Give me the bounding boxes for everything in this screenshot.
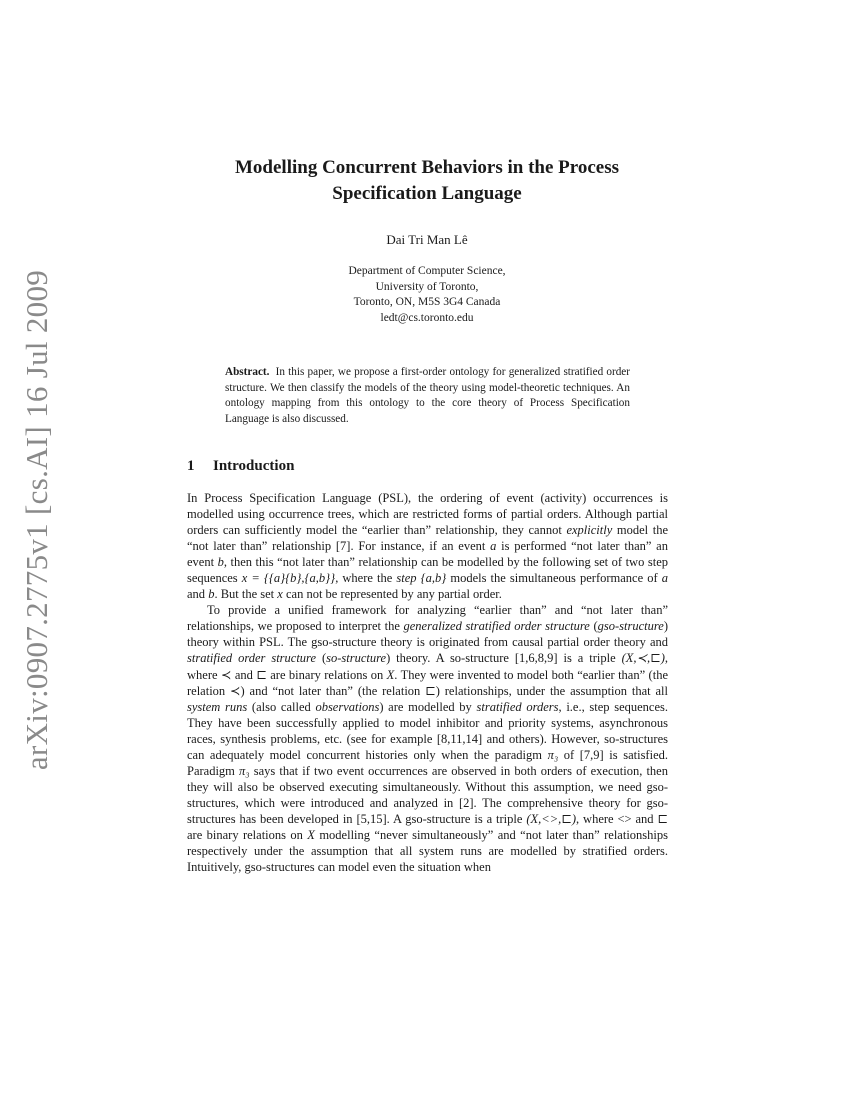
arxiv-side-stamp bbox=[0, 0, 70, 1100]
paper-title bbox=[180, 155, 674, 207]
body-text bbox=[187, 490, 668, 875]
author-name: Dai Tri Man Lê bbox=[386, 232, 468, 247]
paragraph-1: In Process Specification Language (PSL), the ordering of event (activity) occurrences is modelled using occurrence trees, which are restricted forms of partial orders. Although partial orders can sufficiently model the “earlier than” relationship, they cannot explicitly model the “not later than” relationship [7]. For instance, if an event a is performed “not later than” an event b, then this “not later than” relationship can be modelled by the following set of two step sequences x = {{a}{b},{a,b}}, where the step {a,b} models the simultaneous performance of a and b. But the set x can not be represented by any partial order. bbox=[187, 491, 668, 602]
affiliation-address: Toronto, ON, M5S 3G4 Canada bbox=[353, 296, 501, 308]
affiliation-email: ledt@cs.toronto.edu bbox=[380, 311, 474, 324]
abstract-label: Abstract. bbox=[225, 366, 270, 378]
paragraph-2: To provide a unified framework for analyzing “earlier than” and “not later than” relationships, we proposed to interpret the generalized stratified order structure (gso-structure) theory within PSL. The gso-structure theory is originated from causal partial order theory and stratified order structure (so-structure) theory. A so-structure [1,6,8,9] is a triple (X,≺,⊏), where ≺ and ⊏ are binary relations on X. They were invented to model both “earlier than” (the relation ≺) and “not later than” (the relation ⊏) relationships, under the assumption that all system runs (also called observations) are modelled by stratified orders, i.e., step sequences. They have been successfully applied to model inhibitor and priority systems, asynchronous races, synthesis problems, etc. (see for example [8,11,14] and others). However, so-structures can adequately model concurrent histories only when the paradigm π₃ of [7,9] is satisfied. Paradigm π₃ says that if two event occurrences are observed in both orders of execution, then they will also be observed executing simultaneously. Without this assumption, we need gso-structures, which were introduced and analyzed in [2]. The comprehensive theory for gso-structures has been developed in [5,15]. A gso-structure is a triple (X,<>,⊏), where <> and ⊏ are binary relations on X modelling “never simultaneously” and “not later than” relationships respectively under the assumption that all system runs are modelled by stratified orders. Intuitively, gso-structures can model even the situation when bbox=[187, 603, 669, 875]
section-number: 1 bbox=[187, 458, 195, 474]
section-heading bbox=[187, 456, 294, 476]
affiliation-block bbox=[180, 264, 674, 326]
section-title: Introduction bbox=[213, 458, 295, 474]
title-line-2: Specification Language bbox=[332, 183, 522, 204]
affiliation-department: Department of Computer Science, bbox=[348, 265, 506, 277]
affiliation-university: University of Toronto, bbox=[375, 280, 479, 293]
arxiv-identifier: arXiv:0907.2775v1 [cs.AI] 16 Jul 2009 bbox=[19, 269, 54, 771]
title-line-1: Modelling Concurrent Behaviors in the Process bbox=[234, 157, 620, 178]
abstract bbox=[225, 365, 630, 427]
abstract-text: In this paper, we propose a first-order ontology for generalized stratified order structure. We then classify the models of the theory using model-theoretic techniques. An ontology mapping from this ontology to the core theory of Process Specification Language is also discussed. bbox=[225, 366, 631, 425]
